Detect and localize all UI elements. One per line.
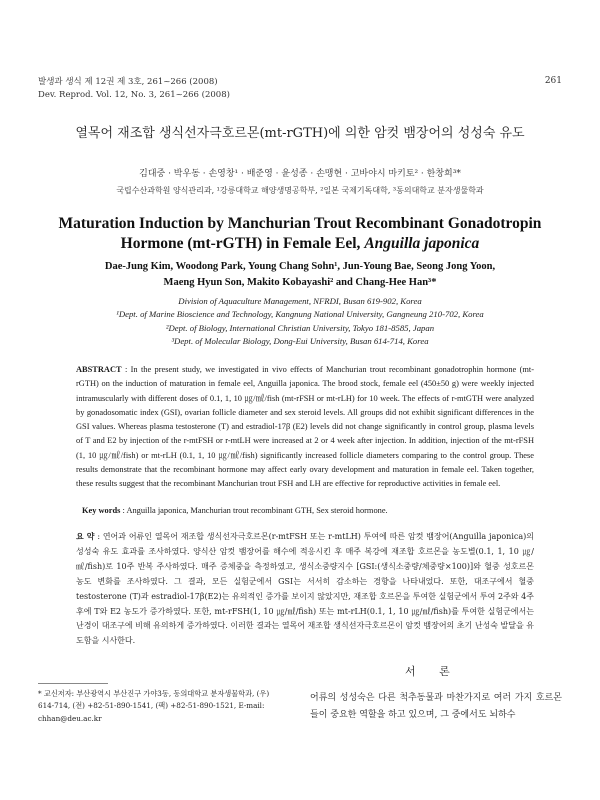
- authors-english: [40, 259, 560, 291]
- corresponding-author-footnote: * 교신저자: 부산광역시 부산진구 가야3동, 동의대학교 분자생물학과, (우) 614-714, (전) +82-51-890-1541, (팩) +82-51-890-1521, E-mail: chhan@deu.ac.kr: [38, 689, 270, 723]
- footnote-divider: [38, 683, 108, 684]
- keywords-label: Key words: [82, 506, 121, 515]
- authors-english-line2: Maeng Hyun Son, Makito Kobayashi² and Chang-Hee Han³*: [163, 277, 437, 288]
- affiliation-3: ³Dept. of Molecular Biology, Dong-Eui University, Busan 614-714, Korea: [171, 335, 429, 346]
- affiliation-0: Division of Aquaculture Management, NFRDI, Busan 619-902, Korea: [178, 296, 422, 306]
- abstract-english: [76, 363, 534, 492]
- abstract-korean-text: : 연어과 어류인 열목어 재조합 생식선자극호르몬(r-mtFSH 또는 r-mtLH) 투여에 따른 암컷 뱀장어(Anguilla japonica)의 성성숙 유도 효과를 조사하였다. 양식산 암컷 뱀장어를 해수에 적응시킨 후 매주 복강에 재조합 호르몬을 농도별(0.1, 1, 10 ㎍/㎖/fish)로 10주 반복 주사하였다. 매주 증체중을 측정하였고, 생식소중량지수 [GSI:(생식소중량/체중량×100)]와 혈중 성호르몬 농도 변화를 조사하였다. 그 결과, 모든 실험군에서 GSI는 서서히 감소하는 경향을 나타내었다. 또한, 대조구에서 혈중 testosterone (T)과 estradiol-17β(E2)는 유의적인 증가를 보이지 않았지만, 재조합 호르몬을 투여한 실험군에서 투여 2주와 4주 후에 T와 E2 농도가 증가하였다. 또한, mt-rFSH(1, 10 ㎍/㎖/fish) 또는 mt-rLH(0.1, 1, 10 ㎍/㎖/fish)를 투여한 실험군에서는 난경이 대조구에 비해 유의하게 증가하였다. 이러한 결과는 열목어 재조합 생식선자극호르몬이 암컷 뱀장어의 초기 난성숙 발달을 유도함을 시사한다.: [76, 532, 534, 646]
- affiliations-english: [40, 295, 560, 348]
- introduction-text: 어류의 성성숙은 다른 척추동물과 마찬가지로 여러 가지 호르몬들이 중요한 역할을 하고 있으며, 그 중에서도 뇌하수: [310, 693, 562, 720]
- title-english-line2-text: Hormone (mt-rGTH) in Female Eel,: [120, 235, 365, 252]
- species-name: Anguilla japonica: [364, 235, 480, 252]
- affiliation-1: ¹Dept. of Marine Bioscience and Technology, Kangnung National University, Gangneung 210-702, Korea: [116, 309, 484, 320]
- abstract-label: ABSTRACT: [76, 365, 122, 374]
- affiliations-korean: 국립수산과학원 양식관리과, ¹강릉대학교 해양생명공학부, ²일본 국제기독대학, ³동의대학교 분자생물학과: [116, 186, 484, 195]
- title-english-line2: [40, 234, 560, 254]
- section-heading-introduction: 서 론: [405, 665, 460, 678]
- running-header: [38, 76, 230, 102]
- title-english-line1: Maturation Induction by Manchurian Trout Recombinant Gonadotropin: [58, 215, 542, 232]
- journal-citation-ko: 발생과 생식 제 12권 제 3호, 261~266 (2008): [38, 77, 218, 87]
- abstract-text: : In the present study, we investigated in vivo effects of Manchurian trout recombinant gonadotrophin hormone (mt-rGTH) on the induction of maturation in female eel, Anguilla japonica. The brood stock, female eel (450±50 g) were weekly injected intramuscularly with different doses of 0.1, 1, 10 ㎍/㎖/fish (mt-rFSH or mt-rLH) for 10 week. The effects of r-mtGTH were analyzed by gonadosomatic index (GSI), ovarian follicle diameter and sex steroid levels. All groups did not exhibit significant differences in the GSI values. Whereas plasma testosterone (T) and estradiol-17β (E2) levels did not change significantly in control group, plasma levels of T and E2 by injection of the r-mtFSH or r-mtLH were increased at 2 or 4 week after injection. In addition, injection of the mt-rFSH (1, 10 ㎍/㎖/fish) or mt-rLH (0.1, 1, 10 ㎍/㎖/fish) significantly increased follicle diameters comparing to the control group. These results demonstrate that the recombinant hormone may affect early ovary development and maturation in female eel. Taken together, these results suggest that the recombinant Manchurian trout FSH and LH are effective for reproductive activities in female eel.: [76, 365, 534, 489]
- keywords-text: : Anguilla japonica, Manchurian trout recombinant GTH, Sex steroid hormone.: [120, 506, 388, 515]
- authors-english-line1: Dae-Jung Kim, Woodong Park, Young Chang Sohn¹, Jun-Young Bae, Seong Jong Yoon,: [104, 261, 496, 272]
- keywords: [82, 504, 542, 517]
- page-number: 261: [544, 76, 562, 86]
- journal-citation-en: Dev. Reprod. Vol. 12, No. 3, 261~266 (2008): [38, 90, 230, 100]
- affiliation-2: ²Dept. of Biology, International Christian University, Tokyo 181-8585, Japan: [165, 322, 435, 333]
- title-korean: 열목어 재조합 생식선자극호르몬(mt-rGTH)에 의한 암컷 뱀장어의 성성숙 유도: [75, 126, 525, 141]
- abstract-korean-label: 요 약: [76, 531, 95, 541]
- title-english: [40, 214, 560, 254]
- abstract-korean: [76, 529, 534, 649]
- authors-korean: 김대중 · 박우동 · 손영창¹ · 배준영 · 윤성종 · 손맹현 · 고바야시 마키토² · 한창희³*: [139, 169, 461, 179]
